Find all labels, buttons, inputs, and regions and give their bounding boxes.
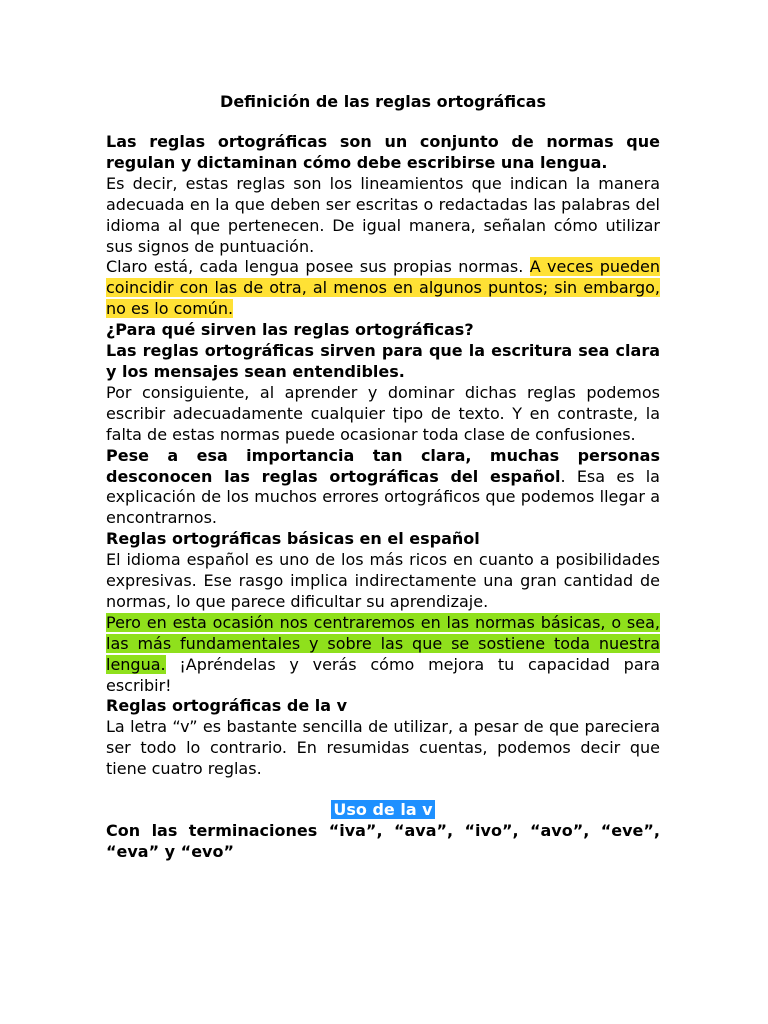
heading-purpose: ¿Para qué sirven las reglas ortográficas?	[106, 320, 474, 340]
norms-text: Claro está, cada lengua posee sus propias normas.	[106, 257, 524, 277]
paragraph-consequence: Por consiguiente, al aprender y dominar dichas reglas podemos escribir adecuadamente cualquier tipo de texto. Y en contraste, la falta de estas normas puede ocasionar toda clase de confusiones.	[106, 382, 660, 444]
importance-text: . Esa es la explicación de los muchos errores ortográficos que podemos llegar a encontrarnos.	[106, 466, 660, 528]
paragraph-richness: El idioma español es uno de los más ricos en cuanto a posibilidades expresivas. Ese rasgo implica indirectamente una gran cantidad de normas, lo que parece dificultar su aprendizaje.	[106, 550, 660, 611]
paragraph-terminations: Con las terminaciones “iva”, “ava”, “ivo”, “avo”, “eve”, “eva” y “evo”	[106, 821, 660, 861]
heading-uso-v	[106, 800, 660, 821]
paragraph-v-letter: La letra “v” es bastante sencilla de utilizar, a pesar de que pareciera ser todo lo contrario. En resumidas cuentas, podemos decir que tiene cuatro reglas.	[106, 717, 660, 779]
paragraph-explanation: Es decir, estas reglas son los lineamientos que indican la manera adecuada en la que deben ser escritas o redactadas las palabras del idioma al que pertenecen. De igual manera, señalan cómo utilizar sus signos de puntuación.	[106, 173, 660, 256]
document-page	[106, 90, 660, 863]
importance-bold-text: Pese a esa importancia tan clara, muchas personas desconocen las reglas ortográficas del español	[106, 445, 660, 486]
document-title: Definición de las reglas ortográficas	[220, 92, 546, 111]
paragraph-definition: Las reglas ortográficas son un conjunto de normas que regulan y dictaminan cómo debe escribirse una lengua.	[106, 132, 660, 172]
focus-text: ¡Apréndelas y verás cómo mejora tu capacidad para escribir!	[106, 654, 660, 695]
paragraph-importance	[106, 446, 660, 530]
yellow-highlight-text: A veces pueden coincidir con las de otra, al menos en algunos puntos; sin embargo, no es lo común.	[106, 257, 660, 319]
heading-basic-rules: Reglas ortográficas básicas en el español	[106, 529, 480, 549]
paragraph-norms	[106, 257, 660, 320]
paragraph-focus	[106, 613, 660, 697]
heading-v-rules: Reglas ortográficas de la v	[106, 696, 348, 716]
green-highlight-text: Pero en esta ocasión nos centraremos en las normas básicas, o sea, las más fundamentales y sobre las que se sostiene toda nuestra lengua.	[106, 612, 660, 674]
paragraph-purpose: Las reglas ortográficas sirven para que la escritura sea clara y los mensajes sean entendibles.	[106, 341, 660, 381]
blue-highlight-text: Uso de la v	[333, 800, 433, 820]
